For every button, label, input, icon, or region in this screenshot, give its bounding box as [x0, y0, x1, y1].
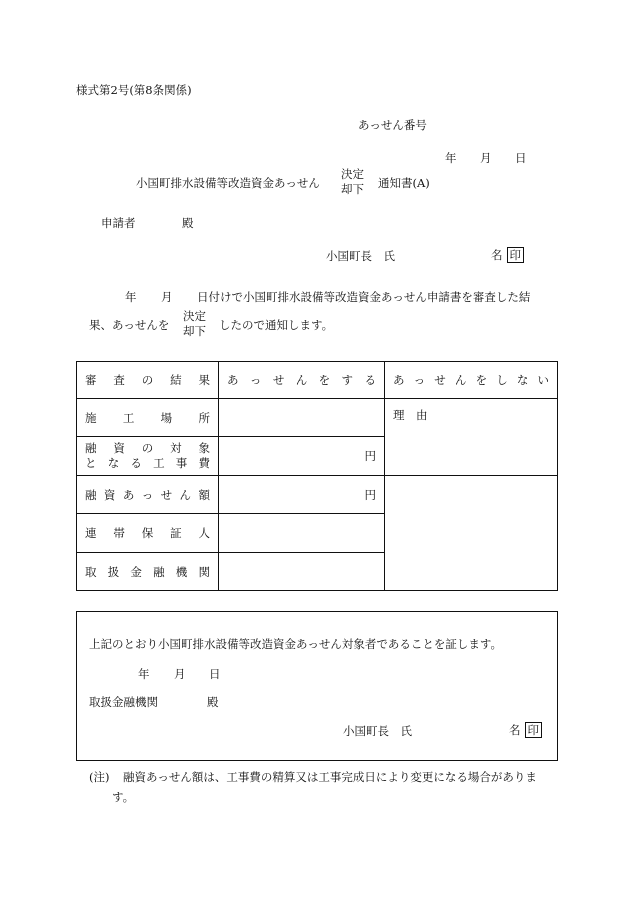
applicant-label: 申請者 [101, 216, 136, 230]
financed-cost-value: 円 [219, 437, 385, 476]
table-row [77, 399, 558, 437]
date-year: 年 [445, 151, 457, 165]
body-choice [183, 309, 206, 339]
reason-label: 理 由 [393, 408, 428, 422]
issuer-name-suffix: 名 [491, 248, 503, 262]
construction-site-label: 施 工 場 所 [77, 399, 219, 437]
loan-amount-value: 円 [219, 476, 385, 514]
body-month: 月 [161, 290, 173, 304]
header-approve: あ っ せ ん を す る [219, 362, 385, 399]
date-month: 月 [480, 151, 492, 165]
title-suffix: 通知書(A) [378, 176, 430, 190]
body-choice-decided: 決定 [183, 309, 206, 323]
certificate-day: 日 [209, 667, 221, 681]
title-choice-rejected: 却下 [341, 182, 364, 196]
certificate-year: 年 [138, 667, 150, 681]
title-choice [341, 167, 364, 197]
body-choice-rejected: 却下 [183, 324, 206, 338]
date-day: 日 [515, 151, 527, 165]
certificate-issuer-name: 小国町長 氏 [343, 724, 412, 738]
certificate-seal-mark: 印 [525, 722, 543, 738]
certificate-name-suffix: 名 [509, 723, 521, 737]
certificate-month: 月 [174, 667, 186, 681]
header-decline: あ っ せ ん を し な い [385, 362, 558, 399]
certificate-signature [509, 722, 542, 738]
guarantor-value [219, 514, 385, 553]
header-review-result: 審 査 の 結 果 [77, 362, 219, 399]
financed-cost-label: 融 資 の 対 象 と な る 工 事 費 [77, 437, 219, 476]
title-choice-decided: 決定 [341, 167, 364, 181]
table-row [77, 476, 558, 514]
assistance-number-label: あっせん番号 [358, 118, 427, 132]
body-line1: 日付けで小国町排水設備等改造資金あっせん申請書を審査した結 [197, 290, 531, 304]
body-line2-prefix: 果、あっせんを [89, 318, 170, 332]
reason-cell [385, 399, 558, 476]
note-line2: す。 [112, 790, 135, 804]
issuer-name: 小国町長 氏 [326, 249, 395, 263]
issuer-signature [491, 247, 524, 263]
certificate-box [76, 611, 558, 761]
review-result-table [76, 361, 558, 591]
construction-site-value [219, 399, 385, 437]
certificate-honorific: 殿 [207, 695, 219, 709]
note-prefix: (注) [89, 770, 110, 784]
body-year: 年 [125, 290, 137, 304]
certificate-institution-label: 取扱金融機関 [89, 695, 158, 709]
form-number-label: 様式第2号(第8条関係) [76, 83, 192, 97]
table-header-row [77, 362, 558, 399]
financial-institution-value [219, 553, 385, 591]
body-line2-suffix: したので通知します。 [219, 318, 334, 332]
financial-institution-label: 取 扱 金 融 機 関 [77, 553, 219, 591]
applicant-honorific: 殿 [182, 216, 194, 230]
title-main: 小国町排水設備等改造資金あっせん [136, 176, 320, 190]
loan-amount-label: 融 資 あ っ せ ん 額 [77, 476, 219, 514]
decline-blank-cell [385, 476, 558, 591]
guarantor-label: 連 帯 保 証 人 [77, 514, 219, 553]
seal-mark: 印 [507, 247, 525, 263]
certificate-statement: 上記のとおり小国町排水設備等改造資金あっせん対象者であることを証します。 [89, 637, 502, 651]
note-line1: 融資あっせん額は、工事費の精算又は工事完成日により変更になる場合がありま [123, 770, 537, 784]
